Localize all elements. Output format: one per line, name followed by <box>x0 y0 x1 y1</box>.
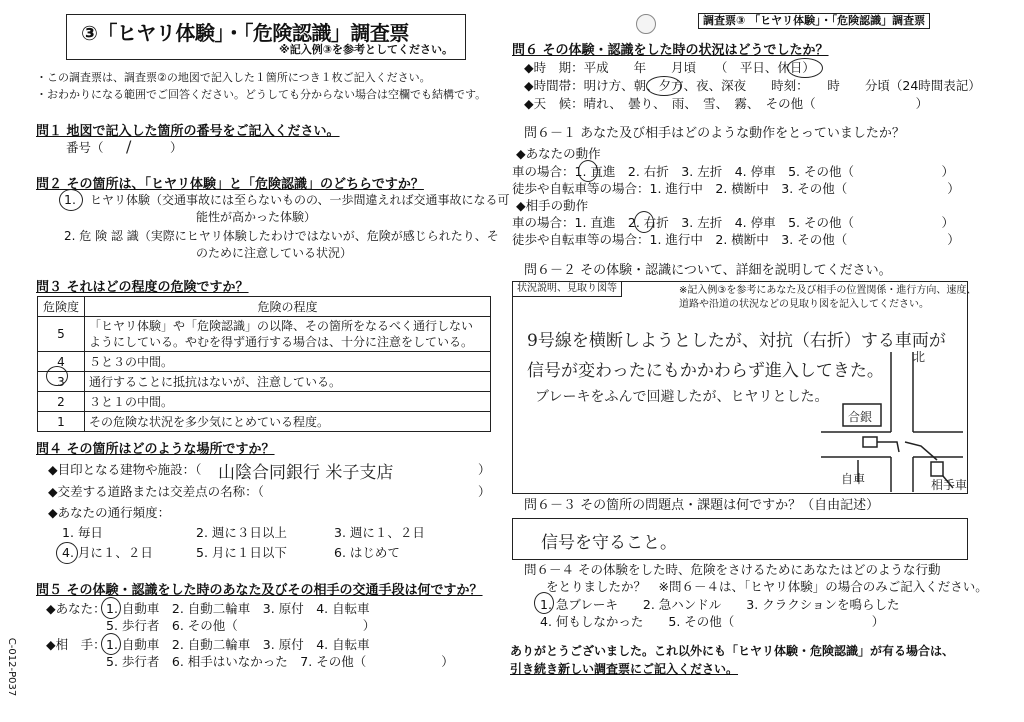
q6-period[interactable]: ◆時間帯：明け方、朝、夕方、夜、深夜 時刻： 時 分頃（24時間表記） <box>524 78 981 93</box>
footer-thanks-1: ありがとうございました。これ以外にも「ヒヤリ体験・危険認識」が有る場合は、 <box>510 644 955 658</box>
q1-label: 番号（ <box>66 140 104 155</box>
map-label-north: 北 <box>913 350 926 364</box>
table-row[interactable] <box>38 372 491 392</box>
q6-day-circle <box>787 58 823 78</box>
desc-line: 「ヒヤリ体験」や「危険認識」の以降、その箇所をなるべく通行しない <box>89 319 474 333</box>
q3-col-level: 危険度 <box>38 297 85 317</box>
page-title: ③「ヒヤリ体験」・「危険認識」調査票 <box>81 21 409 45</box>
q6-3-answer: 信号を守ること。 <box>541 533 677 553</box>
freq-option[interactable]: 6. はじめて <box>334 545 400 560</box>
level-cell: 4 <box>38 352 85 372</box>
level-cell: 3 <box>38 372 85 392</box>
q6-2-answer-box[interactable] <box>512 281 977 494</box>
q5-title: 問５ その体験・認識をした時のあなた及びその相手の交通手段は何ですか？ <box>36 583 483 598</box>
freq-option[interactable]: 1. 毎日 <box>62 525 103 540</box>
q5-other-label: ◆相 手： <box>46 637 106 652</box>
q6-3-answer-box[interactable] <box>512 518 968 560</box>
table-row[interactable] <box>38 412 491 432</box>
q6-period-circle <box>646 76 682 96</box>
q4-landmark-close: ） <box>478 462 491 477</box>
q5-other-line2[interactable]: 5. 歩行者 6. 相手はいなかった 7. その他（ ） <box>106 654 454 669</box>
freq-option[interactable]: 5. 月に１日以下 <box>196 545 287 560</box>
freq-option[interactable]: 3. 週に１、２日 <box>334 525 425 540</box>
q6-4-options-2[interactable]: 4. 何もしなかった 5. その他（ ） <box>540 614 885 629</box>
q5-you-line2[interactable]: 5. 歩行者 6. その他（ ） <box>106 618 376 633</box>
level-cell: 1 <box>38 412 85 432</box>
q6-4-options-1[interactable]: 1. 急ブレーキ 2. 急ハンドル 3. クラクションを鳴らした <box>540 597 900 612</box>
q4-title: 問４ その箇所はどのような場所ですか？ <box>36 442 275 457</box>
q6-time[interactable]: ◆時 期：平成 年 月頃 （ 平日、休日） <box>524 60 815 75</box>
q6-2-title: 問６－２ その体験・認識について、詳細を説明してください。 <box>524 263 892 278</box>
footer-thanks-2: 引き続き新しい調査票にご記入ください。 <box>510 662 739 676</box>
q6-title: 問６ その体験・認識をした時の状況はどうでしたか？ <box>512 43 829 58</box>
q1-close: ） <box>170 140 183 155</box>
desc-line: その危険な状況を多少気にとめている程度。 <box>85 412 491 432</box>
q6-2-handwriting-3: ブレーキをふんで回避したが、ヒヤリとした。 <box>535 389 829 405</box>
instruction-1: ・この調査票は、調査票②の地図で記入した１箇所につき１枚ご記入ください。 <box>36 71 431 84</box>
q4-landmark-value[interactable]: 山陰合同銀行 米子支店 <box>218 463 394 483</box>
instruction-2: ・おわかりになる範囲でご回答ください。どうしても分からない場合は空欄でも結構です。 <box>36 88 487 101</box>
q2-opt2-line1[interactable]: 2. 危 険 認 識（実際にヒヤリ体験したわけではないが、危険が感じられたり、そ <box>64 229 499 243</box>
q1-title: 問１ 地図で記入した箇所の番号をご記入ください。 <box>36 124 340 139</box>
q6-2-note1: ※記入例③を参考にあなた及び相手の位置関係・進行方向、速度、 <box>679 285 977 296</box>
map-label-me: 自車 <box>841 472 866 486</box>
q6-weather[interactable]: ◆天 候：晴れ、 曇り、 雨、 雪、 霧、 その他（ ） <box>524 96 929 111</box>
q5-other-line1[interactable]: 1. 自動車 2. 自動二輪車 3. 原付 4. 自転車 <box>106 637 370 652</box>
q1-value[interactable]: / <box>126 137 132 156</box>
punch-hole <box>636 14 656 34</box>
q6-1-you-walk[interactable]: 徒歩や自転車等の場合：1. 進行中 2. 横断中 3. その他（ ） <box>512 181 960 196</box>
q3-level-table <box>37 296 491 432</box>
q5-other-circle <box>101 633 121 655</box>
q6-1-other-circle <box>634 211 654 233</box>
q4-selected-circle <box>56 542 78 564</box>
form-label: 調査票③ 「ヒヤリ体験」・「危険認識」調査票 <box>698 13 930 29</box>
q6-4-selected-circle <box>534 592 554 614</box>
table-row[interactable] <box>38 352 491 372</box>
level-cell: 2 <box>38 392 85 412</box>
freq-option[interactable]: 4. 月に１、２日 <box>62 545 153 560</box>
q4-landmark-label: ◆目印となる建物や施設：（ <box>48 462 202 477</box>
desc-line: ３と１の中間。 <box>85 392 491 412</box>
q2-title: 問２ その箇所は、「ヒヤリ体験」と「危険認識」のどちらですか？ <box>36 177 424 192</box>
q2-opt1-line1[interactable]: ヒヤリ体験（交通事故には至らないものの、一歩間違えれば交通事故になる可 <box>90 193 510 207</box>
q2-opt2-line2: のために注意している状況） <box>196 246 353 260</box>
q4-intersection-label: ◆交差する道路または交差点の名称：（ <box>48 484 264 499</box>
q4-freq-label: ◆あなたの通行頻度： <box>48 505 171 520</box>
map-label-bank: 合銀 <box>848 410 873 424</box>
q6-2-box-label: 状況説明、見取り図等 <box>513 282 622 297</box>
q6-2-handwriting-2: 信号が変わったにもかかわらず進入してきた。 <box>527 361 884 381</box>
side-code: C-012-P037 <box>6 637 18 697</box>
q5-you-circle <box>101 597 121 619</box>
q6-1-other-label: ◆相手の動作 <box>516 198 589 213</box>
map-label-other: 相手車 <box>931 478 968 492</box>
q6-2-sketch-map <box>813 342 963 492</box>
page-subtitle: ※記入例③を参考としてください。 <box>279 43 454 56</box>
q6-3-title: 問６－３ その箇所の問題点・課題は何ですか？（自由記述） <box>524 498 880 513</box>
desc-line: ５と３の中間。 <box>85 352 491 372</box>
table-row[interactable] <box>38 317 491 352</box>
q6-1-title: 問６－１ あなた及び相手はどのような動作をとっていましたか？ <box>524 126 905 141</box>
freq-option[interactable]: 2. 週に３日以上 <box>196 525 287 540</box>
q6-4-title-1: 問６－４ その体験をした時、危険をさけるためにあなたはどのような行動 <box>524 562 941 577</box>
q2-opt1-line2: 能性が高かった体験） <box>196 210 317 224</box>
q6-1-you-car[interactable]: 車の場合：1. 直進 2. 右折 3. 左折 4. 停車 5. その他（ ） <box>512 164 954 179</box>
q6-1-you-label: ◆あなたの動作 <box>516 146 601 161</box>
q6-4-title-2: をとりましたか？ ※問６－４は、「ヒヤリ体験」の場合のみご記入ください。 <box>546 579 988 594</box>
q5-you-label: ◆あなた： <box>46 601 106 616</box>
q6-1-other-car[interactable]: 車の場合：1. 直進 2. 右折 3. 左折 4. 停車 5. その他（ ） <box>512 215 954 230</box>
q3-selected-circle <box>46 366 68 386</box>
q6-2-handwriting-1: 9号線を横断しようとしたが、対抗（右折）する車両が <box>527 331 946 351</box>
q4-intersection-close: ） <box>478 484 491 499</box>
desc-line: ようにしている。やむを得ず通行する場合は、十分に注意をしている。 <box>89 335 474 349</box>
desc-line: 通行することに抵抗はないが、注意している。 <box>85 372 491 392</box>
level-cell: 5 <box>38 317 85 352</box>
q6-1-other-walk[interactable]: 徒歩や自転車等の場合：1. 進行中 2. 横断中 3. その他（ ） <box>512 232 960 247</box>
q3-col-desc: 危険の程度 <box>85 297 491 317</box>
table-row[interactable] <box>38 392 491 412</box>
q3-title: 問３ それはどの程度の危険ですか？ <box>36 280 249 295</box>
q6-1-you-circle <box>578 160 598 182</box>
q2-opt1-no[interactable]: 1. <box>64 192 76 207</box>
q6-2-note2: 道路や沿道の状況などの見取り図を記入してください。 <box>679 299 929 310</box>
title-box <box>66 14 466 60</box>
q5-you-line1[interactable]: 1. 自動車 2. 自動二輪車 3. 原付 4. 自転車 <box>106 601 370 616</box>
